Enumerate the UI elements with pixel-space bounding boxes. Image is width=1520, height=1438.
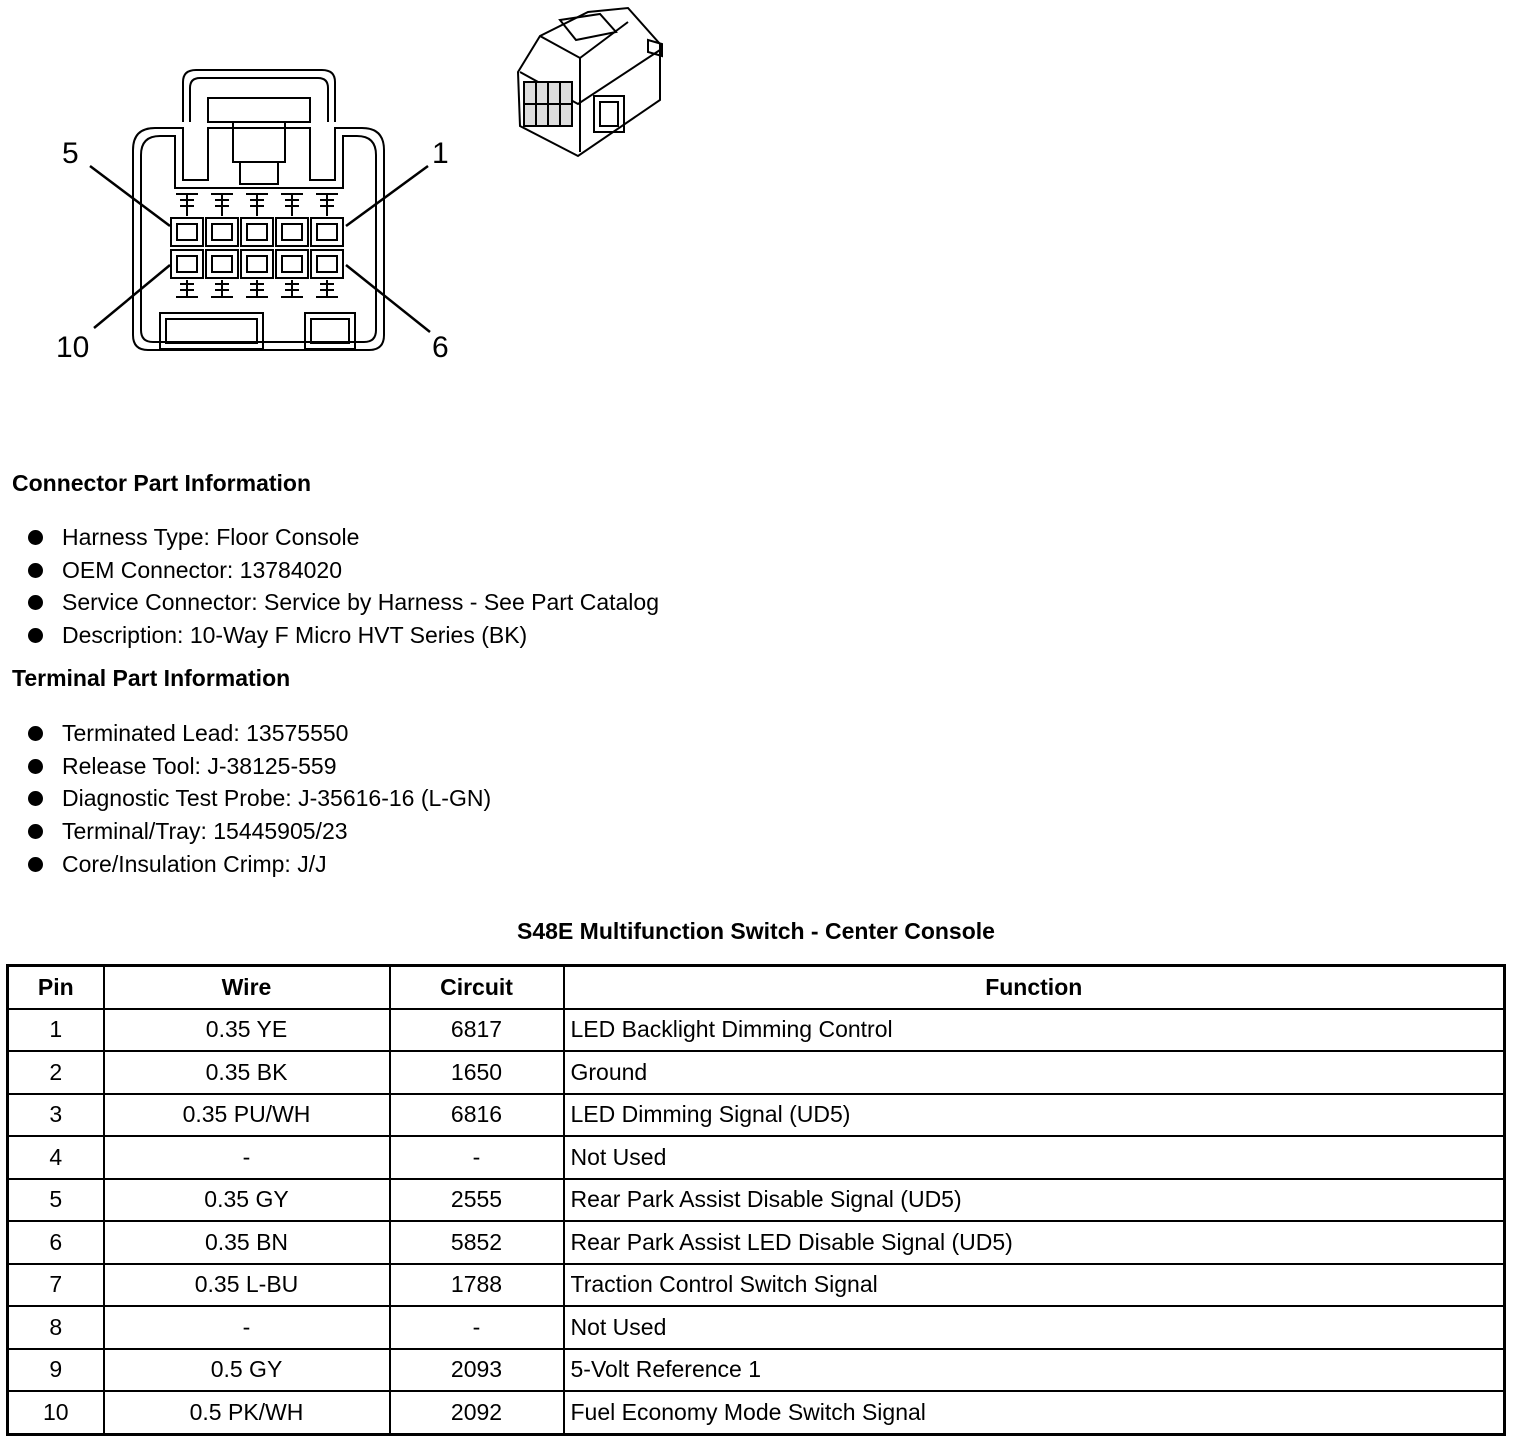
pin-cell: 9 <box>8 1349 104 1392</box>
function-cell: Not Used <box>564 1306 1505 1349</box>
header-wire: Wire <box>104 966 390 1009</box>
pin-cavity <box>276 250 308 278</box>
pin-cell: 1 <box>8 1009 104 1052</box>
circuit-cell: 1788 <box>390 1264 564 1307</box>
wire-cell: 0.35 GY <box>104 1179 390 1222</box>
terminal-latch <box>176 194 198 216</box>
list-item: Terminated Lead: 13575550 <box>28 717 491 750</box>
connector-diagram <box>0 0 720 440</box>
terminal-latch <box>211 194 233 216</box>
table-row <box>8 1179 1505 1222</box>
list-item: Diagnostic Test Probe: J-35616-16 (L-GN) <box>28 782 491 815</box>
table-title: S48E Multifunction Switch - Center Console <box>517 918 995 944</box>
wire-cell: 0.35 YE <box>104 1009 390 1052</box>
pin-cavity <box>241 250 273 278</box>
header-function: Function <box>564 966 1505 1009</box>
pin-label-10: 10 <box>56 331 90 364</box>
list-item: Release Tool: J-38125-559 <box>28 750 491 783</box>
circuit-cell: 2092 <box>390 1391 564 1434</box>
terminal-part-list <box>28 717 491 880</box>
wire-cell: 0.5 PK/WH <box>104 1391 390 1434</box>
table-row <box>8 1349 1505 1392</box>
wire-cell: 0.5 GY <box>104 1349 390 1392</box>
list-item: Core/Insulation Crimp: J/J <box>28 848 491 881</box>
connector-part-list <box>28 521 659 652</box>
pin-label-6: 6 <box>432 331 449 364</box>
pin-cell: 3 <box>8 1094 104 1137</box>
circuit-cell: 2093 <box>390 1349 564 1392</box>
terminal-latch <box>316 194 338 216</box>
list-item: OEM Connector: 13784020 <box>28 554 659 587</box>
circuit-cell: 6816 <box>390 1094 564 1137</box>
circuit-cell: 6817 <box>390 1009 564 1052</box>
pin-label-5: 5 <box>62 137 79 170</box>
wire-cell: 0.35 BK <box>104 1051 390 1094</box>
function-cell: Traction Control Switch Signal <box>564 1264 1505 1307</box>
table-row <box>8 1094 1505 1137</box>
circuit-cell: 2555 <box>390 1179 564 1222</box>
pin-cavity <box>276 218 308 246</box>
pin-cavity <box>311 250 343 278</box>
connector-face-view <box>133 70 384 350</box>
connector-isometric-view <box>518 8 662 156</box>
terminal-latch <box>211 280 233 297</box>
function-cell: 5-Volt Reference 1 <box>564 1349 1505 1392</box>
circuit-cell: - <box>390 1136 564 1179</box>
pin-cavity <box>171 218 203 246</box>
table-row <box>8 1136 1505 1179</box>
terminal-part-heading: Terminal Part Information <box>12 665 291 691</box>
table-row <box>8 1051 1505 1094</box>
function-cell: LED Dimming Signal (UD5) <box>564 1094 1505 1137</box>
function-cell: Ground <box>564 1051 1505 1094</box>
pin-cell: 5 <box>8 1179 104 1222</box>
header-circuit: Circuit <box>390 966 564 1009</box>
circuit-cell: 1650 <box>390 1051 564 1094</box>
table-row <box>8 1221 1505 1264</box>
list-item: Service Connector: Service by Harness - See Part Catalog <box>28 586 659 619</box>
circuit-cell: - <box>390 1306 564 1349</box>
wire-cell: 0.35 L-BU <box>104 1264 390 1307</box>
terminal-latch <box>281 280 303 297</box>
table-row <box>8 1391 1505 1434</box>
pin-cell: 2 <box>8 1051 104 1094</box>
wire-cell: 0.35 BN <box>104 1221 390 1264</box>
function-cell: LED Backlight Dimming Control <box>564 1009 1505 1052</box>
function-cell: Not Used <box>564 1136 1505 1179</box>
header-pin: Pin <box>8 966 104 1009</box>
pinout-table <box>6 964 1506 1436</box>
function-cell: Rear Park Assist LED Disable Signal (UD5) <box>564 1221 1505 1264</box>
pin-cell: 6 <box>8 1221 104 1264</box>
wire-cell: - <box>104 1136 390 1179</box>
pin-cavity <box>241 218 273 246</box>
pin-cavities <box>171 194 343 297</box>
pin-cavity <box>206 250 238 278</box>
pin-cavity <box>311 218 343 246</box>
table-row <box>8 1306 1505 1349</box>
function-cell: Rear Park Assist Disable Signal (UD5) <box>564 1179 1505 1222</box>
terminal-latch <box>246 280 268 297</box>
table-row <box>8 1264 1505 1307</box>
wire-cell: 0.35 PU/WH <box>104 1094 390 1137</box>
connector-part-heading: Connector Part Information <box>12 470 312 496</box>
pin-cell: 8 <box>8 1306 104 1349</box>
pin-label-1: 1 <box>432 137 449 170</box>
function-cell: Fuel Economy Mode Switch Signal <box>564 1391 1505 1434</box>
circuit-cell: 5852 <box>390 1221 564 1264</box>
terminal-latch <box>176 280 198 297</box>
list-item: Harness Type: Floor Console <box>28 521 659 554</box>
terminal-latch <box>281 194 303 216</box>
terminal-latch <box>246 194 268 216</box>
terminal-latch <box>316 280 338 297</box>
table-header-row <box>8 966 1505 1009</box>
pin-cell: 4 <box>8 1136 104 1179</box>
pin-cell: 10 <box>8 1391 104 1434</box>
list-item: Description: 10-Way F Micro HVT Series (BK) <box>28 619 659 652</box>
pin-cavity <box>171 250 203 278</box>
wire-cell: - <box>104 1306 390 1349</box>
pin-cavity <box>206 218 238 246</box>
pin-cell: 7 <box>8 1264 104 1307</box>
list-item: Terminal/Tray: 15445905/23 <box>28 815 491 848</box>
table-row <box>8 1009 1505 1052</box>
